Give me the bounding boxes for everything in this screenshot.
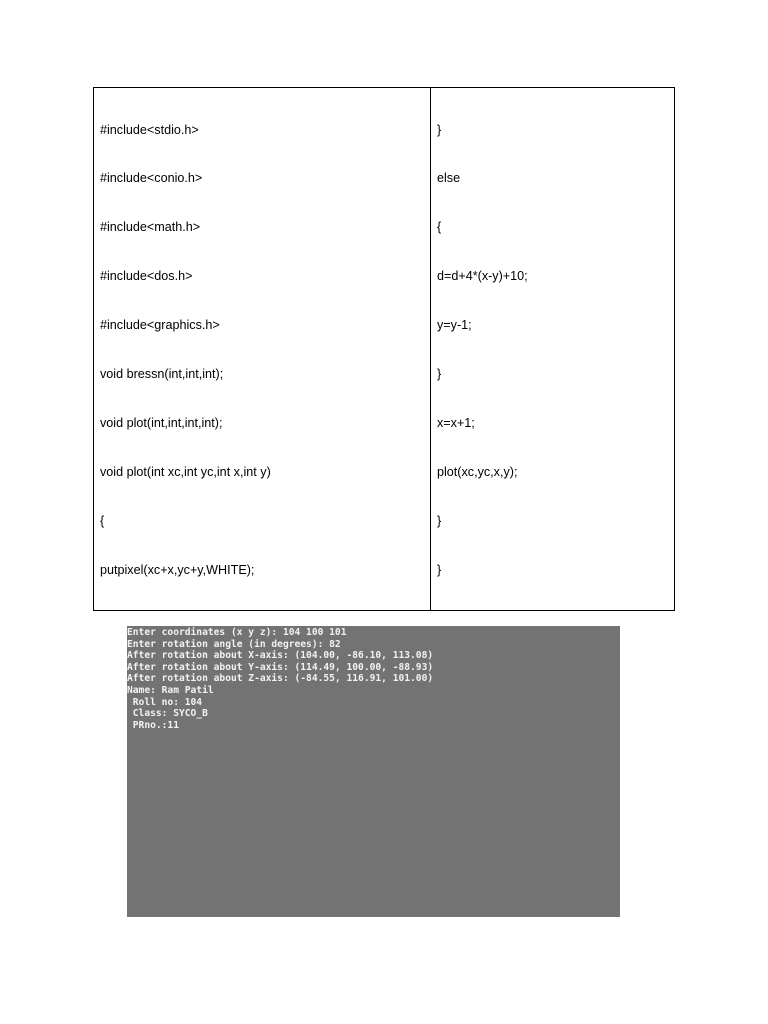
code-line: void plot(int,int,int,int); [100,415,223,430]
code-line: else [437,171,461,186]
console-line: Enter coordinates (x y z): 104 100 101 [127,627,347,638]
code-line: void plot(int xc,int yc,int x,int y) [100,464,271,479]
code-line: } [437,122,442,137]
code-line: } [437,367,442,382]
code-line: putpixel(xc+x,yc+y,WHITE); [100,562,255,577]
console-output-screenshot [127,626,620,917]
code-line: { [100,513,105,528]
console-line: Roll no: 104 [127,696,203,708]
console-line: Class: SYCO_B [127,708,208,720]
code-line: y=y-1; [437,318,472,333]
code-line: void bressn(int,int,int); [100,367,224,382]
code-table [93,87,675,611]
code-line: d=d+4*(x-y)+10; [437,269,528,284]
code-line: plot(xc,yc,x,y); [437,464,518,479]
code-line: #include<conio.h> [100,171,203,186]
code-column-left [94,88,431,610]
code-line: { [437,220,442,235]
code-line: #include<graphics.h> [100,318,220,333]
code-line: x=x+1; [437,415,475,430]
code-line: #include<stdio.h> [100,122,199,137]
code-line: #include<dos.h> [100,269,193,284]
console-line: PRno.:11 [127,719,179,731]
code-line: #include<math.h> [100,220,201,235]
console-line: After rotation about Z-axis: (-84.55, 116.91, 101.00) [127,673,434,685]
console-line: After rotation about Y-axis: (114.49, 100.00, -88.93) [127,661,434,673]
code-line: } [437,562,442,577]
console-line: After rotation about X-axis: (104.00, -86.10, 113.08) [127,650,434,662]
console-line: Enter rotation angle (in degrees): 82 [127,638,341,650]
console-line: Name: Ram Patil [127,684,214,696]
code-column-right [431,88,674,610]
code-line: } [437,513,442,528]
